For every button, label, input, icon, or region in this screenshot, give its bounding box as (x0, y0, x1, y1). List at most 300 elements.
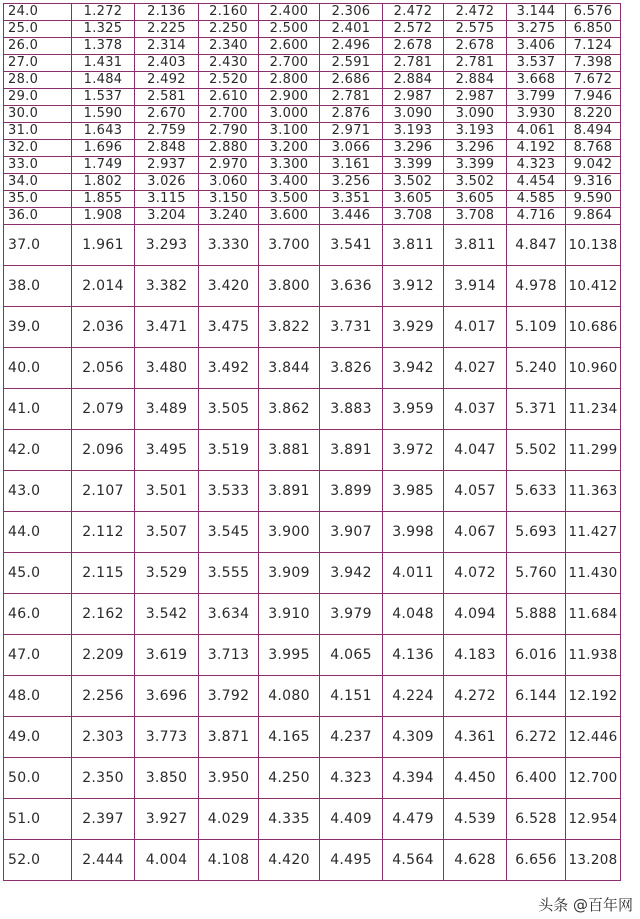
table-cell: 3.912 (383, 266, 444, 307)
table-cell: 3.927 (135, 799, 199, 840)
table-cell: 2.900 (259, 89, 320, 106)
table-cell: 3.529 (135, 553, 199, 594)
table-cell: 2.401 (320, 21, 383, 38)
table-cell: 47.0 (4, 635, 72, 676)
table-cell: 5.760 (507, 553, 566, 594)
table-cell: 2.400 (259, 4, 320, 21)
table-cell: 3.161 (320, 157, 383, 174)
table-cell: 2.781 (444, 55, 507, 72)
table-cell: 10.412 (566, 266, 621, 307)
table-row (4, 389, 621, 430)
table-cell: 4.323 (320, 758, 383, 799)
table-cell: 2.678 (383, 38, 444, 55)
table-cell: 3.636 (320, 266, 383, 307)
table-cell: 4.309 (383, 717, 444, 758)
table-cell: 2.970 (199, 157, 259, 174)
table-cell: 2.014 (72, 266, 135, 307)
table-cell: 9.590 (566, 191, 621, 208)
table-row (4, 225, 621, 266)
table-cell: 2.115 (72, 553, 135, 594)
table-cell: 3.822 (259, 307, 320, 348)
table-cell: 3.501 (135, 471, 199, 512)
table-cell: 7.124 (566, 38, 621, 55)
table-cell: 4.065 (320, 635, 383, 676)
table-cell: 4.250 (259, 758, 320, 799)
table-cell: 2.036 (72, 307, 135, 348)
table-cell: 10.138 (566, 225, 621, 266)
table-cell: 2.790 (199, 123, 259, 140)
table-cell: 2.971 (320, 123, 383, 140)
table-cell: 3.066 (320, 140, 383, 157)
table-cell: 4.011 (383, 553, 444, 594)
table-cell: 6.528 (507, 799, 566, 840)
table-row (4, 471, 621, 512)
table-cell: 4.716 (507, 208, 566, 225)
table-cell: 3.420 (199, 266, 259, 307)
table-cell: 3.505 (199, 389, 259, 430)
table-cell: 2.444 (72, 840, 135, 881)
table-cell: 5.633 (507, 471, 566, 512)
table-cell: 3.773 (135, 717, 199, 758)
table-cell: 2.700 (259, 55, 320, 72)
table-cell: 2.225 (135, 21, 199, 38)
table-cell: 2.472 (444, 4, 507, 21)
table-cell: 2.987 (383, 89, 444, 106)
table-cell: 6.144 (507, 676, 566, 717)
table-cell: 2.112 (72, 512, 135, 553)
table-cell: 1.431 (72, 55, 135, 72)
table-cell: 4.151 (320, 676, 383, 717)
table-cell: 3.800 (259, 266, 320, 307)
table-cell: 3.275 (507, 21, 566, 38)
table-cell: 3.400 (259, 174, 320, 191)
table-cell: 3.475 (199, 307, 259, 348)
table-cell: 2.403 (135, 55, 199, 72)
table-row (4, 208, 621, 225)
table-cell: 11.684 (566, 594, 621, 635)
table-cell: 3.619 (135, 635, 199, 676)
table-cell: 2.670 (135, 106, 199, 123)
table-cell: 44.0 (4, 512, 72, 553)
table-cell: 9.316 (566, 174, 621, 191)
table-cell: 3.300 (259, 157, 320, 174)
table-cell: 2.880 (199, 140, 259, 157)
table-cell: 2.079 (72, 389, 135, 430)
table-cell: 2.397 (72, 799, 135, 840)
table-cell: 3.502 (383, 174, 444, 191)
table-row (4, 72, 621, 89)
table-cell: 7.946 (566, 89, 621, 106)
table-cell: 39.0 (4, 307, 72, 348)
table-cell: 2.884 (383, 72, 444, 89)
table-cell: 12.700 (566, 758, 621, 799)
table-cell: 43.0 (4, 471, 72, 512)
table-cell: 4.237 (320, 717, 383, 758)
table-cell: 2.096 (72, 430, 135, 471)
table-cell: 3.862 (259, 389, 320, 430)
table-cell: 11.938 (566, 635, 621, 676)
table-cell: 3.115 (135, 191, 199, 208)
table-cell: 3.507 (135, 512, 199, 553)
table-cell: 4.628 (444, 840, 507, 881)
table-cell: 3.959 (383, 389, 444, 430)
table-cell: 8.494 (566, 123, 621, 140)
table-cell: 2.136 (135, 4, 199, 21)
table-cell: 31.0 (4, 123, 72, 140)
table-cell: 46.0 (4, 594, 72, 635)
table-row (4, 106, 621, 123)
table-cell: 6.016 (507, 635, 566, 676)
table-cell: 3.406 (507, 38, 566, 55)
table-cell: 50.0 (4, 758, 72, 799)
table-cell: 1.325 (72, 21, 135, 38)
table-cell: 3.519 (199, 430, 259, 471)
table-cell: 5.371 (507, 389, 566, 430)
table-row (4, 157, 621, 174)
table-cell: 4.539 (444, 799, 507, 840)
table-cell: 4.061 (507, 123, 566, 140)
table-cell: 8.768 (566, 140, 621, 157)
table-cell: 3.545 (199, 512, 259, 553)
table-cell: 3.256 (320, 174, 383, 191)
table-cell: 3.200 (259, 140, 320, 157)
table-cell: 3.541 (320, 225, 383, 266)
table-cell: 4.479 (383, 799, 444, 840)
table-cell: 3.909 (259, 553, 320, 594)
table-cell: 1.537 (72, 89, 135, 106)
table-row (4, 4, 621, 21)
table-cell: 3.914 (444, 266, 507, 307)
table-cell: 3.296 (444, 140, 507, 157)
table-cell: 2.800 (259, 72, 320, 89)
table-cell: 2.591 (320, 55, 383, 72)
table-cell: 4.394 (383, 758, 444, 799)
table-cell: 3.998 (383, 512, 444, 553)
table-cell: 11.234 (566, 389, 621, 430)
table-cell: 4.047 (444, 430, 507, 471)
table-cell: 1.590 (72, 106, 135, 123)
table-cell: 3.542 (135, 594, 199, 635)
table-cell: 3.696 (135, 676, 199, 717)
table-cell: 3.708 (383, 208, 444, 225)
table-cell: 3.883 (320, 389, 383, 430)
table-cell: 3.985 (383, 471, 444, 512)
table-cell: 4.495 (320, 840, 383, 881)
table-cell: 3.708 (444, 208, 507, 225)
table-cell: 2.056 (72, 348, 135, 389)
table-row (4, 348, 621, 389)
table-cell: 2.107 (72, 471, 135, 512)
table-cell: 4.335 (259, 799, 320, 840)
table-row (4, 635, 621, 676)
table-cell: 3.899 (320, 471, 383, 512)
table-cell: 10.960 (566, 348, 621, 389)
table-cell: 3.446 (320, 208, 383, 225)
table-cell: 4.409 (320, 799, 383, 840)
table-cell: 13.208 (566, 840, 621, 881)
table-cell: 3.090 (383, 106, 444, 123)
table-row (4, 512, 621, 553)
table-cell: 2.500 (259, 21, 320, 38)
table-cell: 4.564 (383, 840, 444, 881)
table-cell: 3.930 (507, 106, 566, 123)
table-cell: 4.004 (135, 840, 199, 881)
table-cell: 3.942 (320, 553, 383, 594)
table-cell: 11.299 (566, 430, 621, 471)
table-cell: 28.0 (4, 72, 72, 89)
table-cell: 3.533 (199, 471, 259, 512)
table-cell: 6.576 (566, 4, 621, 21)
table-cell: 33.0 (4, 157, 72, 174)
table-cell: 3.871 (199, 717, 259, 758)
table-cell: 4.183 (444, 635, 507, 676)
table-cell: 3.799 (507, 89, 566, 106)
table-row (4, 38, 621, 55)
table-cell: 3.950 (199, 758, 259, 799)
table-cell: 3.351 (320, 191, 383, 208)
table-cell: 2.610 (199, 89, 259, 106)
table-cell: 3.193 (383, 123, 444, 140)
table-cell: 2.492 (135, 72, 199, 89)
table-row (4, 89, 621, 106)
table-cell: 3.144 (507, 4, 566, 21)
table-cell: 2.884 (444, 72, 507, 89)
table-cell: 3.480 (135, 348, 199, 389)
table-cell: 3.026 (135, 174, 199, 191)
table-cell: 2.340 (199, 38, 259, 55)
table-cell: 4.037 (444, 389, 507, 430)
table-cell: 3.844 (259, 348, 320, 389)
table-cell: 3.296 (383, 140, 444, 157)
table-cell: 3.850 (135, 758, 199, 799)
table-cell: 4.136 (383, 635, 444, 676)
table-cell: 29.0 (4, 89, 72, 106)
table-cell: 4.323 (507, 157, 566, 174)
table-cell: 4.420 (259, 840, 320, 881)
table-cell: 4.361 (444, 717, 507, 758)
table-row (4, 594, 621, 635)
table-cell: 51.0 (4, 799, 72, 840)
table-cell: 35.0 (4, 191, 72, 208)
table-row (4, 191, 621, 208)
table-cell: 52.0 (4, 840, 72, 881)
table-cell: 26.0 (4, 38, 72, 55)
table-cell: 3.891 (320, 430, 383, 471)
table-row (4, 840, 621, 881)
table-row (4, 266, 621, 307)
table-cell: 1.749 (72, 157, 135, 174)
table-row (4, 123, 621, 140)
table-row (4, 21, 621, 38)
table-cell: 2.350 (72, 758, 135, 799)
table-cell: 6.656 (507, 840, 566, 881)
table-cell: 2.160 (199, 4, 259, 21)
table-cell: 48.0 (4, 676, 72, 717)
table-cell: 3.700 (259, 225, 320, 266)
table-row (4, 55, 621, 72)
table-cell: 5.502 (507, 430, 566, 471)
table-cell: 3.605 (383, 191, 444, 208)
table-cell: 1.484 (72, 72, 135, 89)
table-row (4, 758, 621, 799)
table-cell: 3.382 (135, 266, 199, 307)
table-cell: 4.224 (383, 676, 444, 717)
table-cell: 3.668 (507, 72, 566, 89)
table-cell: 4.585 (507, 191, 566, 208)
table-cell: 3.193 (444, 123, 507, 140)
table-cell: 3.942 (383, 348, 444, 389)
table-cell: 9.042 (566, 157, 621, 174)
table-cell: 11.363 (566, 471, 621, 512)
table-cell: 3.537 (507, 55, 566, 72)
table-cell: 3.605 (444, 191, 507, 208)
table-cell: 2.987 (444, 89, 507, 106)
table-row (4, 676, 621, 717)
table-body (4, 4, 621, 881)
table-cell: 4.450 (444, 758, 507, 799)
table-cell: 5.693 (507, 512, 566, 553)
table-cell: 4.192 (507, 140, 566, 157)
table-cell: 4.080 (259, 676, 320, 717)
table-cell: 2.314 (135, 38, 199, 55)
table-cell: 3.907 (320, 512, 383, 553)
table-cell: 3.929 (383, 307, 444, 348)
table-cell: 3.995 (259, 635, 320, 676)
table-cell: 2.472 (383, 4, 444, 21)
table-cell: 2.781 (320, 89, 383, 106)
table-cell: 38.0 (4, 266, 72, 307)
table-cell: 3.471 (135, 307, 199, 348)
table-cell: 3.502 (444, 174, 507, 191)
table-cell: 2.162 (72, 594, 135, 635)
table-cell: 7.672 (566, 72, 621, 89)
table-cell: 1.802 (72, 174, 135, 191)
table-cell: 1.272 (72, 4, 135, 21)
table-cell: 3.495 (135, 430, 199, 471)
table-cell: 3.910 (259, 594, 320, 635)
table-cell: 2.572 (383, 21, 444, 38)
table-cell: 2.256 (72, 676, 135, 717)
table-cell: 49.0 (4, 717, 72, 758)
table-cell: 4.272 (444, 676, 507, 717)
table-cell: 3.000 (259, 106, 320, 123)
table-cell: 3.811 (444, 225, 507, 266)
table-cell: 12.446 (566, 717, 621, 758)
table-cell: 4.029 (199, 799, 259, 840)
table-cell: 3.293 (135, 225, 199, 266)
table-cell: 3.500 (259, 191, 320, 208)
table-row (4, 553, 621, 594)
table-cell: 6.850 (566, 21, 621, 38)
table-cell: 3.891 (259, 471, 320, 512)
table-cell: 27.0 (4, 55, 72, 72)
table-cell: 24.0 (4, 4, 72, 21)
table-cell: 5.240 (507, 348, 566, 389)
table-cell: 3.600 (259, 208, 320, 225)
table-cell: 7.398 (566, 55, 621, 72)
table-row (4, 430, 621, 471)
table-cell: 2.759 (135, 123, 199, 140)
table-cell: 40.0 (4, 348, 72, 389)
table-cell: 11.427 (566, 512, 621, 553)
table-row (4, 307, 621, 348)
table-cell: 45.0 (4, 553, 72, 594)
table-cell: 1.908 (72, 208, 135, 225)
table-row (4, 717, 621, 758)
table-cell: 4.978 (507, 266, 566, 307)
table-cell: 25.0 (4, 21, 72, 38)
table-cell: 9.864 (566, 208, 621, 225)
table-cell: 1.378 (72, 38, 135, 55)
table-cell: 4.072 (444, 553, 507, 594)
table-cell: 3.204 (135, 208, 199, 225)
table-cell: 2.581 (135, 89, 199, 106)
table-cell: 2.781 (383, 55, 444, 72)
table-cell: 4.017 (444, 307, 507, 348)
table-cell: 37.0 (4, 225, 72, 266)
table-cell: 2.430 (199, 55, 259, 72)
table-cell: 3.150 (199, 191, 259, 208)
table-cell: 11.430 (566, 553, 621, 594)
table-cell: 2.575 (444, 21, 507, 38)
table-row (4, 799, 621, 840)
table-cell: 2.250 (199, 21, 259, 38)
table-cell: 3.713 (199, 635, 259, 676)
table-cell: 4.057 (444, 471, 507, 512)
watermark: 头条 @百年网 (535, 894, 636, 915)
table-cell: 3.489 (135, 389, 199, 430)
table-cell: 2.520 (199, 72, 259, 89)
table-cell: 4.847 (507, 225, 566, 266)
table-cell: 2.303 (72, 717, 135, 758)
table-cell: 3.240 (199, 208, 259, 225)
table-cell: 2.306 (320, 4, 383, 21)
data-table (3, 3, 621, 881)
table-cell: 2.600 (259, 38, 320, 55)
table-cell: 2.209 (72, 635, 135, 676)
table-cell: 3.100 (259, 123, 320, 140)
table-cell: 3.811 (383, 225, 444, 266)
table-cell: 3.060 (199, 174, 259, 191)
table-cell: 3.330 (199, 225, 259, 266)
table-cell: 2.937 (135, 157, 199, 174)
table-cell: 2.678 (444, 38, 507, 55)
table-cell: 12.192 (566, 676, 621, 717)
table-cell: 3.972 (383, 430, 444, 471)
table-cell: 6.272 (507, 717, 566, 758)
table-cell: 42.0 (4, 430, 72, 471)
table-cell: 32.0 (4, 140, 72, 157)
table-cell: 41.0 (4, 389, 72, 430)
table-cell: 3.792 (199, 676, 259, 717)
table-cell: 30.0 (4, 106, 72, 123)
table-cell: 2.686 (320, 72, 383, 89)
table-cell: 2.700 (199, 106, 259, 123)
table-cell: 4.454 (507, 174, 566, 191)
table-cell: 3.826 (320, 348, 383, 389)
table-cell: 6.400 (507, 758, 566, 799)
table-cell: 2.848 (135, 140, 199, 157)
table-cell: 2.876 (320, 106, 383, 123)
table-cell: 4.027 (444, 348, 507, 389)
table-cell: 8.220 (566, 106, 621, 123)
table-cell: 1.961 (72, 225, 135, 266)
table-row (4, 140, 621, 157)
table-cell: 3.090 (444, 106, 507, 123)
table-cell: 1.643 (72, 123, 135, 140)
table-cell: 4.067 (444, 512, 507, 553)
table-cell: 5.888 (507, 594, 566, 635)
